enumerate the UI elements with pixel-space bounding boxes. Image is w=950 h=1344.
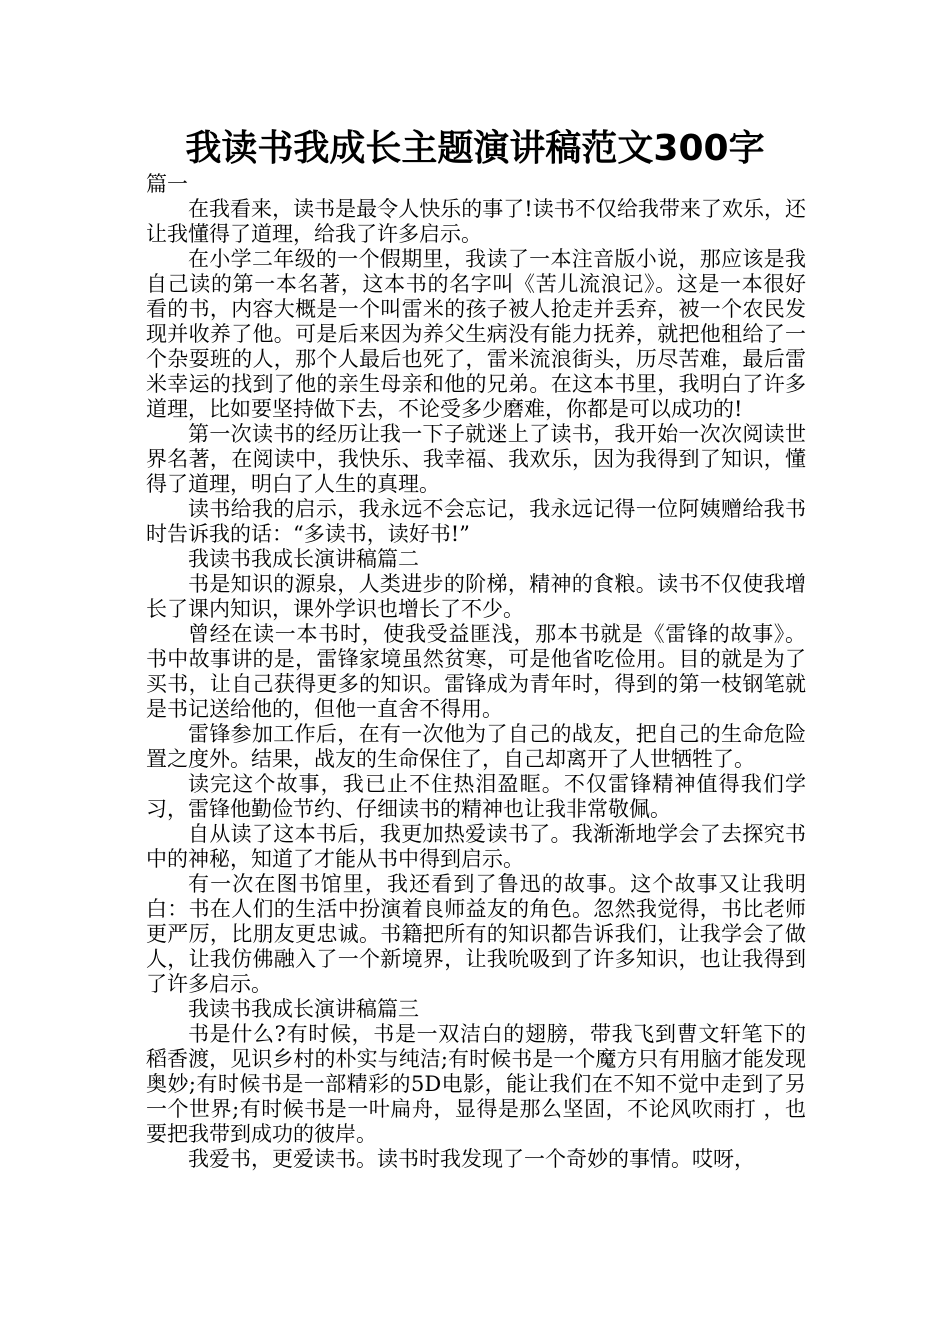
paragraph: 雷锋参加工作后，在有一次他为了自己的战友，把自己的生命危险置之度外。结果，战友的生命保住了，自己却离开了人世牺牲了。 [146, 722, 806, 771]
paragraph: 我爱书，更爱读书。读书时我发现了一个奇妙的事情。哎呀， [188, 1147, 755, 1171]
paragraph: 读书给我的启示，我永远不会忘记，我永远记得一位阿姨赠给我书时告诉我的话：“多读书，读好书!” [146, 497, 806, 546]
paragraph: 第一次读书的经历让我一下子就迷上了读书，我开始一次次阅读世界名著，在阅读中，我快乐、我幸福、我欢乐，因为我得到了知识，懂得了道理，明白了人生的真理。 [146, 422, 806, 496]
paragraph: 读完这个故事，我已止不住热泪盈眶。不仅雷锋精神值得我们学习，雷锋他勤俭节约、仔细读书的精神也让我非常敬佩。 [146, 772, 806, 821]
paragraph: 曾经在读一本书时，使我受益匪浅，那本书就是《雷锋的故事》。书中故事讲的是，雷锋家境虽然贫寒，可是他省吃俭用。目的就是为了买书，让自己获得更多的知识。雷锋成为青年时，得到的第一枝钢笔就是书记送给他的，但他一直舍不得用。 [146, 622, 806, 721]
paragraph: 自从读了这本书后，我更加热爱读书了。我渐渐地学会了去探究书中的神秘，知道了才能从书中得到启示。 [146, 822, 806, 871]
paragraph: 有一次在图书馆里，我还看到了鲁迅的故事。这个故事又让我明白：书在人们的生活中扮演着良师益友的角色。忽然我觉得，书比老师更严厉，比朋友更忠诚。书籍把所有的知识都告诉我们，让我学会了做人，让我仿佛融入了一个新境界，让我吮吸到了许多知识，也让我得到了许多启示。 [146, 872, 806, 996]
paragraph: 书是知识的源泉，人类进步的阶梯，精神的食粮。读书不仅使我增长了课内知识，课外学识也增长了不少。 [146, 572, 806, 621]
section-label: 篇一 [146, 172, 188, 196]
document-title: 我读书我成长主题演讲稿范文300字 [185, 128, 765, 169]
section-heading: 我读书我成长演讲稿篇三 [188, 997, 419, 1021]
section-heading: 我读书我成长演讲稿篇二 [188, 547, 419, 571]
paragraph: 在我看来，读书是最令人快乐的事了!读书不仅给我带来了欢乐，还让我懂得了道理，给我了许多启示。 [146, 197, 806, 246]
document-body [146, 172, 806, 1172]
paragraph: 书是什么?有时候，书是一双洁白的翅膀，带我飞到曹文轩笔下的稻香渡，见识乡村的朴实与纯洁;有时候书是一个魔方只有用脑才能发现奥妙;有时候书是一部精彩的5D电影，能让我们在不知不觉中走到了另一个世界;有时候书是一叶扁舟，显得是那么坚固，不论风吹雨打 ，也要把我带到成功的彼岸。 [146, 1022, 806, 1146]
paragraph: 在小学二年级的一个假期里，我读了一本注音版小说，那应该是我自己读的第一本名著，这本书的名字叫《苦儿流浪记》。这是一本很好看的书，内容大概是一个叫雷米的孩子被人抢走并丢弃，被一个农民发现并收养了他。可是后来因为养父生病没有能力抚养，就把他租给了一个杂耍班的人，那个人最后也死了，雷米流浪街头，历尽苦难，最后雷米幸运的找到了他的亲生母亲和他的兄弟。在这本书里，我明白了许多道理，比如要坚持做下去，不论受多少磨难，你都是可以成功的! [146, 247, 806, 421]
